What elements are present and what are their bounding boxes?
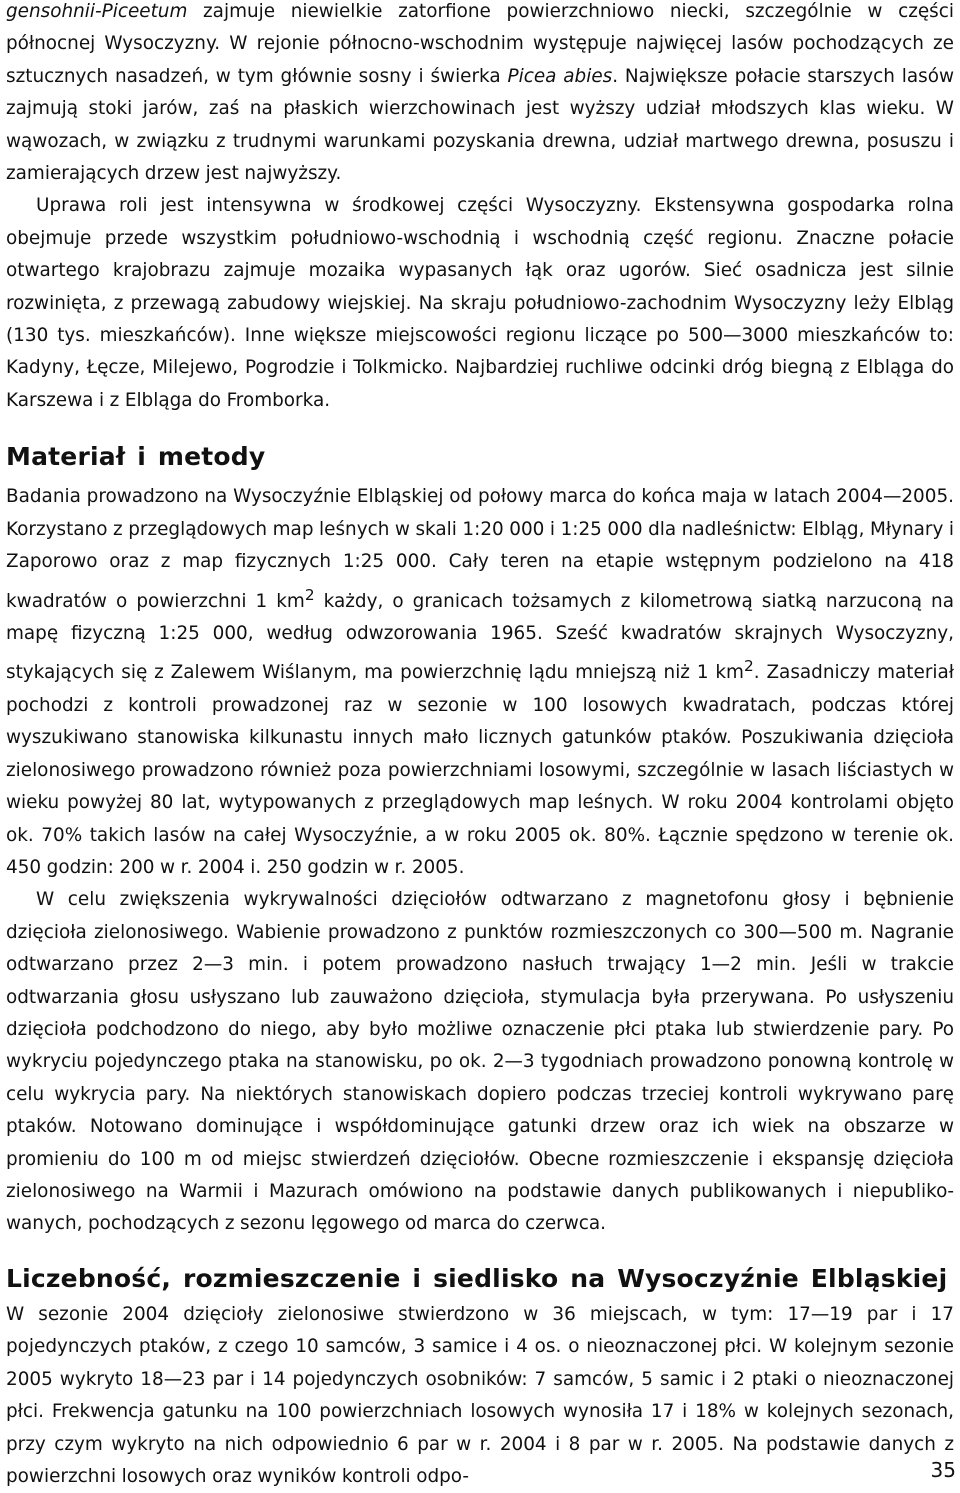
intro-paragraph-1 — [6, 0, 954, 190]
intro-paragraph-2: Uprawa roli jest intensywna w środkowej części Wysoczyzny. Ekstensywna gospodarka rolna obejmuje przede wszystkim południowo-wschodnią i wschodnią część regionu. Znaczne połacie otwartego krajobrazu zajmuje mozaika wypasanych łąk oraz ugorów. Sieć osadnicza jest silnie rozwinięta, z przewagą zabudowy wiejskiej. Na skraju południowo-zachodnim Wysoczyzny leży Elbląg (130 tys. mieszkańców). Inne większe miejscowości regionu liczące po 500—3000 mieszkańców to: Kadyny, Łęcze, Milejewo, Pogrodzie i Tolkmicko. Najbardziej ruchliwe odcinki dróg biegną z Elbląga do Karszewa i z Elbląga do Fromborka. — [6, 195, 954, 411]
methods-paragraph-1-text-c: . Zasadniczy materiał pochodzi z kontroli prowadzonej raz w sezonie w 100 losowych kwadratach, podczas której wyszukiwano stanowiska kilkunastu innych mało licznych gatunków ptaków. Poszukiwania dzięcioła zielonosiwego prowadzono również poza powierzchniami losowymi, szczególnie w lasach liściastych w wieku powyżej 80 lat, wytypowanych z przeglądowych map leśnych. W roku 2004 kontrolami objęto ok. 70% takich lasów na całej Wysoczyźnie, a w roku 2005 ok. 80%. Łącznie spędzono w terenie ok. 450 godzin: 200 w r. 2004 i. 250 godzin w r. 2005. — [6, 662, 954, 878]
section-heading-results: Liczebność, rozmieszczenie i siedlisko na Wysoczyźnie Elbląskiej — [6, 1263, 948, 1293]
superscript-squared-1: 2 — [304, 585, 315, 604]
intro-paragraph-1-text-b: . Największe połacie starszych lasów zajmują stoki jarów, zaś na płaskich wierzchowinach jest wyższy udział młodszych klas wieku. W wąwozach, w związku z trudnymi warunkami pozyskania drewna, udział martwego drewna, posuszu i zamierających drzew jest najwyższy. — [6, 65, 954, 185]
methods-paragraph-1 — [6, 481, 954, 884]
superscript-squared-2: 2 — [743, 657, 754, 676]
methods-paragraph-2: W celu zwiększenia wykrywalności dzięciołów odtwarzano z magnetofonu głosy i bębnienie dzięcioła zielonosiwego. Wabienie prowadzono z punktów rozmieszczonych co 300—500 m. Nagranie odtwarzano przez 2—3 min. i potem prowadzono nasłuch trwający 1—2 min. Jeśli w trakcie odtwarzania głosu usłyszano lub zauważono dzięcioła, stymulacja była przerywana. Po usłyszeniu dzięcioła podchodzono do niego, aby było możliwe oznaczenie płci ptaka lub stwierdzenie pary. Po wykryciu pojedynczego ptaka na stanowisku, po ok. 2—3 tygodniach prowadzono ponowną kontrolę w celu wykrycia pary. Na niektórych stanowiskach dopiero podczas trzeciej kontroli wykrywano parę ptaków. Notowano dominujące i współdominujące gatunki drzew oraz ich wiek na obszarze w promieniu do 100 m od miejsc stwierdzeń dzięciołów. Obecne rozmieszczenie i ekspansję dzięcioła zielonosiwego na Warmii i Mazurach omówiono na podstawie danych publikowanych i niepublikowanych, pochodzących z sezonu lęgowego od marca do czerwca. — [6, 889, 954, 1235]
section-heading-methods: Materiał i metody — [6, 442, 266, 472]
intro-paragraph-1-text-a: zajmuje niewielkie zatorfione powierzchniowo niecki, szczególnie w części północnej Wysoczyzny. W rejonie północno-wschodnim występuje najwięcej lasów pochodzących ze sztucznych nasadzeń, w tym głównie sosny i świerka — [6, 1, 954, 87]
methods-paragraph-1-text-b: każdy, o granicach tożsamych z kilometrową siatką narzuconą na mapę fizyczną 1:25 000, według odwzorowania 1965. Sześć kwadratów skrajnych Wysoczyzny, stykających się z Zalewem Wiślanym, ma powierzchnię lądu mniejszą niż 1 km — [6, 590, 954, 684]
page-body — [6, 0, 954, 1493]
latin-name-picea: Picea abies — [507, 65, 613, 87]
methods-paragraph-1-text-a: Badania prowadzono na Wysoczyźnie Elbląskiej od połowy marca do końca maja w latach 2004—2005. Korzystano z przeglądowych map leśnych w skali 1:20 000 i 1:25 000 dla nadleśnictw: Elbląg, Młynary i Zaporowo oraz z map fizycznych 1:25 000. Cały teren na etapie wstępnym podzielono na 418 kwadratów o powierzchni 1 km — [6, 486, 954, 612]
page-number: 35 — [930, 1458, 956, 1482]
latin-name-association: gensohnii-Piceetum — [6, 1, 188, 22]
results-paragraph-1: W sezonie 2004 dzięcioły zielonosiwe stwierdzono w 36 miejscach, w tym: 17—19 par i 17 pojedynczych ptaków, z czego 10 samców, 3 samice i 4 os. o nieoznaczonej płci. W kolejnym sezonie 2005 wykryto 18—23 par i 14 pojedynczych osobników: 7 samców, 5 samic i 2 ptaki o nieoznaczonej płci. Frekwencja gatunku na 100 powierzchniach losowych wynosiła 17 i 18% w kolejnych sezonach, przy czym wykryto na nich odpowiednio 6 par w r. 2004 i 8 par w r. 2005. Na podstawie danych z powierzchni losowych oraz wyników kontroli odpo- — [6, 1303, 954, 1487]
